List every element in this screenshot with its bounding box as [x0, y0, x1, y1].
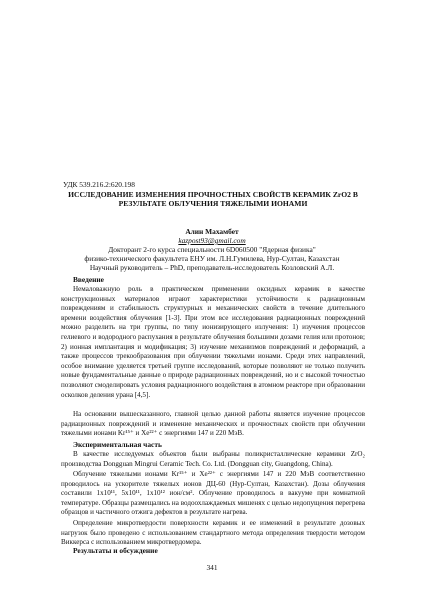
section-heading-experimental: Экспериментальная часть — [73, 440, 162, 449]
udk-code: УДК 539.216.2:620.198 — [63, 180, 135, 189]
author-name: Алин Махамбет — [185, 227, 239, 236]
section-heading-intro: Введение — [73, 275, 104, 284]
paragraph: В качестве исследуемых объектов были выбраны поликристаллические керамики ZrO₂ производства Dongguan Mingrui Ceramic Tech. Co. Ltd. (Dongguan city, Guangdong, China). — [61, 450, 365, 468]
affiliation-line: Научный руководитель – PhD, преподаватель-исследователь Козловский А.Л. — [89, 263, 335, 272]
affiliation-line: физико-технического факультета ЕНУ им. Л.Н.Гумилева, Нур-Султан, Казахстан — [84, 254, 340, 263]
paper-title: ИССЛЕДОВАНИЕ ИЗМЕНЕНИЯ ПРОЧНОСТНЫХ СВОЙСТВ КЕРАМИК ZrO2 В РЕЗУЛЬТАТЕ ОБЛУЧЕНИЯ ТЯЖЕЛЫМИ ИОНАМИ — [68, 190, 358, 209]
paragraph: Определение микротвердости поверхности керамик и ее изменений в результате дозовых нагрузок было проведено с использованием стандартного метода определения твердости методом Виккерса с использованием микротвердомера. — [61, 519, 365, 547]
section-heading-results: Результаты и обсуждение — [73, 546, 158, 555]
page-number: 341 — [206, 563, 218, 572]
paragraph: Немаловажную роль в практическом применении оксидных керамик в качестве конструкционных материалов играют характеристики устойчивости к радиационным повреждениям и стабильность структурных и механических свойств в течение длительного времени воздействия облучения [1-3]. При этом все исследования радиационных повреждений можно разделить на три группы, по типу ионизирующего излучения: 1) изучения процессов гелиевого и водородного распухания в результате облучения большими дозами гелия или протонов; 2) ионная имплантация и модификация; 3) изучение механизмов повреждений и деформаций, а также процессов трекообразования при облучении тяжелыми ионами. Среди этих направлений, особое внимание уделяется третьей группе исследований, которые позволяют не только получить новые фундаментальные данные о природе радиационных повреждений, но и с высокой точностью позволяют смоделировать условия радиационного воздействия в атомном реакторе при образовании осколков деления урана [4,5]. — [61, 285, 365, 399]
paragraph: Облучение тяжелыми ионами Kr¹⁵⁺ и Xe²²⁺ с энергиями 147 и 220 МэВ соответственно проводилось на ускорителе тяжелых ионов ДЦ-60 (Нур-Султан, Казахстан). Дозы облучения составили 1x10¹¹, 5x10¹¹, 1x10¹² ион/см². Облучение проводилось в вакууме при комнатной температуре. Образцы размещались на водоохлаждаемых мишенях с целью недопущения перегрева образцов и частичного отжига дефектов в результате нагрева. — [61, 470, 365, 517]
author-email[interactable]: kazpost93@gmail.com — [178, 236, 246, 245]
paragraph: На основании вышесказанного, главной целью данной работы является изучение процессов радиационных повреждений и изменение механических и прочностных свойств при облучении тяжелыми ионами Kr¹⁵⁺ и Xe²²⁺ с энергиями 147 и 220 МэВ. — [61, 410, 365, 438]
affiliation-line: Докторант 2-го курса специальности 6D060500 "Ядерная физика" — [108, 245, 316, 254]
